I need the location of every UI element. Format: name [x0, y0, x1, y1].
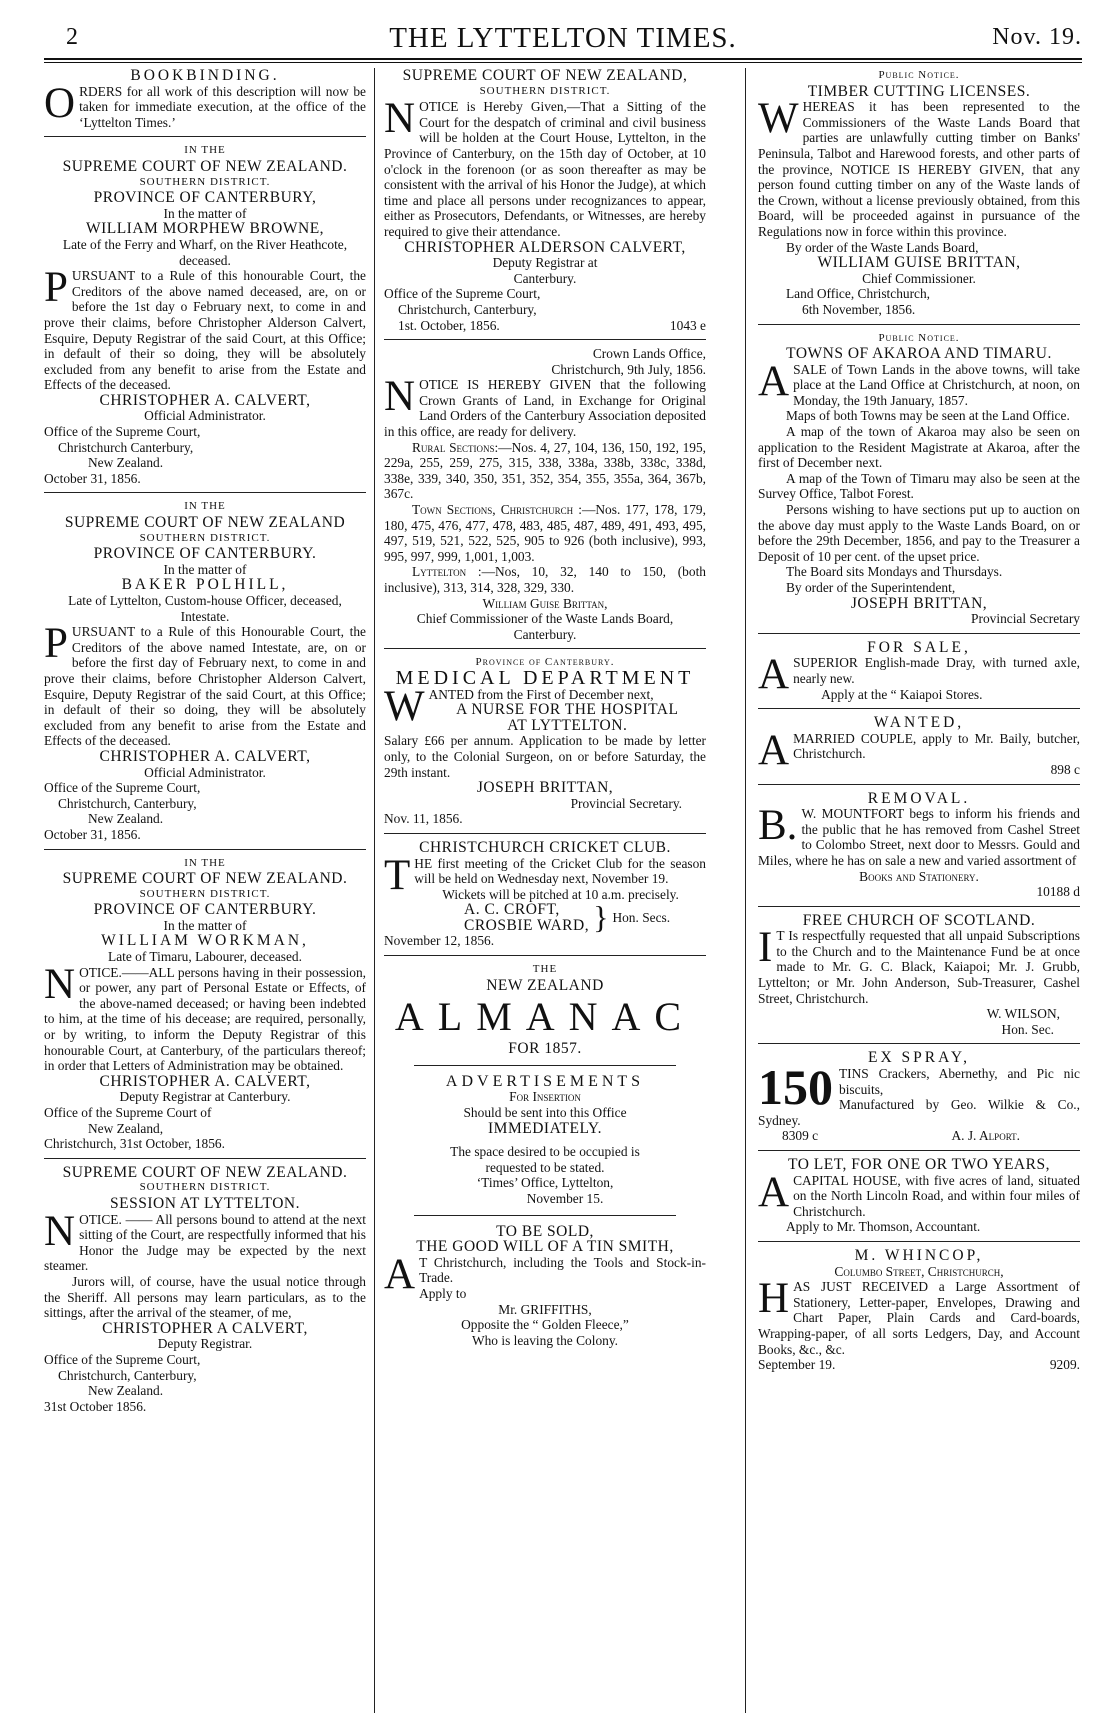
drop-cap: A	[758, 726, 790, 774]
notice-label: Public Notice.	[878, 331, 960, 344]
notice-title: FREE CHURCH OF SCOTLAND.	[802, 911, 1036, 929]
lyttelton-label: Lyttelton :	[412, 564, 482, 580]
signatory-role: Deputy Registrar at	[492, 255, 598, 271]
advert-date: September 19.	[758, 1357, 836, 1373]
almanac-the: THE	[532, 963, 558, 976]
notice-paragraph: A map of the Town of Timaru may also be seen at the Survey Office, Talbot Forest.	[758, 470, 1080, 502]
drop-cap: B.	[758, 802, 798, 850]
notice-label: Public Notice.	[878, 69, 960, 81]
drop-cap: N	[384, 95, 416, 143]
column-divider	[745, 68, 746, 1713]
secretary-name: CROSBIE WARD,	[464, 916, 590, 934]
office-line: Office of the Supreme Court,	[384, 286, 541, 302]
province: PROVINCE OF CANTERBURY.	[93, 545, 317, 563]
in-the: IN THE	[184, 856, 226, 869]
notice-date: 1st. October, 1856.	[398, 317, 500, 333]
drop-cap: P	[44, 620, 68, 668]
page-header	[44, 14, 1082, 58]
advert-goods: Books and Stationery.	[859, 868, 979, 884]
advert-for-sale	[758, 640, 1080, 702]
notice-date: October 31, 1856.	[44, 826, 141, 842]
reference-number: 898 c	[1050, 761, 1080, 777]
notice-paragraph: A map of the town of Akaroa may also be seen on application to the Resident Magistrate at Akaroa, after the first of December next.	[758, 424, 1080, 471]
drop-cap: W	[758, 95, 799, 143]
in-the: IN THE	[184, 500, 226, 513]
quantity-number: 150	[758, 1059, 833, 1116]
advert-to-let	[758, 1157, 1080, 1235]
office-line: New Zealand.	[88, 811, 164, 827]
column-2	[384, 68, 706, 1352]
advert-medical-department	[384, 655, 706, 827]
column-divider	[374, 68, 375, 1713]
district: SOUTHERN DISTRICT.	[479, 84, 611, 97]
advert-title: M. WHINCOP,	[854, 1246, 984, 1264]
signatory-role: Official Administrator.	[144, 764, 266, 780]
town-label: Town Sections, Christchurch :	[412, 502, 582, 518]
reference-number: 9209.	[1049, 1357, 1080, 1373]
signatory-role: Deputy Registrar at Canterbury.	[119, 1089, 291, 1105]
notice-body: OTICE is Hereby Given,—That a Sitting of the Court for the despatch of criminal and civil business will be holden at the Court House, Lyttelton, in the Province of Canterbury, on the 15th day of October, at 10 o'clock in the forenoon (or as soon thereafter as may be consistent with the arrival of his Honor the Judge), at which time and place all persons under recognizances to appear, either as Prosecutors, Defendants, or Witnesses, are hereby required to give their attendance.	[384, 99, 706, 239]
advert-whincop	[758, 1248, 1080, 1373]
office-line: Office of the Supreme Court,	[44, 1351, 201, 1367]
court-name: SUPREME COURT OF NEW ZEALAND.	[62, 870, 348, 888]
signature: A. J. Alport.	[951, 1128, 1020, 1144]
divider	[414, 1065, 676, 1066]
court-name: SUPREME COURT OF NEW ZEALAND	[64, 514, 346, 532]
matter: In the matter of	[163, 917, 247, 933]
advert-title: TO LET, FOR ONE OR TWO YEARS,	[788, 1156, 1050, 1173]
contact-address: Opposite the “ Golden Fleece,”	[461, 1317, 629, 1333]
district: SOUTHERN DISTRICT.	[139, 1181, 271, 1194]
signature: CHRISTOPHER A. CALVERT,	[99, 747, 311, 765]
advert-title: MEDICAL DEPARTMENT	[395, 666, 695, 689]
town-sections: —Nos. 177, 178, 179, 180, 475, 476, 477, 478, 483, 485, 487, 489, 491, 493, 495, 497, 519, 521, 522, 525, 905 to 926 (both inclusive), 993, 995, 997, 999, 1,001, 1,003.	[384, 502, 706, 564]
notice-towns-sale	[758, 331, 1080, 627]
notice-body-2: Jurors will, of course, have the usual notice through the Sheriff. All persons may learn particulars, as to the sittings, after the arrival of the steamer, of me,	[44, 1273, 366, 1321]
office-line: Land Office, Christchurch,	[786, 286, 931, 302]
divider	[384, 955, 706, 956]
notice-body: URSUANT to a Rule of this honourable Court, the Creditors of the above named deceased, are, on or before the 1st day o February next, to come in and prove their claims, before Christopher Alderson Calvert, Esquire, Deputy Registrar of the said Court, at this Office; in default of their so doing, they will be absolutely excluded from any benefit to arise from the Estate and Effects of the deceased.	[44, 268, 366, 393]
position-line: A NURSE FOR THE HOSPITAL	[456, 701, 679, 719]
advert-body: AS JUST RECEIVED a Large Assortment of Stationery, Letter-paper, Envelopes, Drawing and Chart Paper, Plain Cards and Card-boards, Wrapping-paper, of all sorts Ledgers, Day, and Account Books, &c., &c.	[758, 1279, 1080, 1357]
for-insertion: For Insertion	[509, 1089, 581, 1105]
divider	[384, 339, 706, 340]
advert-body-2: Wickets will be pitched at 10 a.m. precisely.	[442, 886, 679, 902]
divider	[414, 1215, 676, 1216]
notice-body: HEREAS it has been represented to the Commissioners of the Waste Lands Board that parties are unlawfully cutting timber on Banks' Peninsula, Talbot and Harewood forests, and other parts of the province, NOTICE IS HEREBY GIVEN, that any person found cutting timber on any of the Waste lands of the Crown, without a license previously obtained, from this Board, will be proceeded against in pursuance of the Regulations now in force within this province.	[758, 99, 1080, 239]
drop-cap: N	[44, 960, 76, 1008]
province: PROVINCE OF CANTERBURY.	[93, 901, 317, 919]
signature: CHRISTOPHER A. CALVERT,	[99, 1072, 311, 1090]
signature: JOSEPH BRITTAN,	[476, 779, 614, 797]
drop-cap: N	[44, 1207, 76, 1255]
notice-paragraph: Maps of both Towns may be seen at the Land Office.	[786, 408, 1070, 424]
advert-title: ADVERTISEMENTS	[445, 1072, 645, 1090]
advert-title: TO BE SOLD,	[496, 1222, 594, 1240]
divider	[758, 708, 1080, 709]
advert-title: REMOVAL.	[867, 789, 971, 807]
drop-cap: N	[384, 373, 416, 421]
signature: JOSEPH BRITTAN,	[850, 594, 988, 612]
advert-subtitle: Columbo Street, Christchurch,	[834, 1263, 1004, 1279]
office-line: ‘Times’ Office, Lyttelton,	[476, 1175, 614, 1191]
apply-to: Apply to Mr. Thomson, Accountant.	[786, 1219, 981, 1235]
advert-cricket-club	[384, 840, 706, 949]
reference-number: 1043 e	[669, 317, 706, 333]
signature: WILLIAM GUISE BRITTAN,	[817, 254, 1021, 272]
advert-body: CAPITAL HOUSE, with five acres of land, situated on the North Lincoln Road, and within four miles of Christchurch.	[793, 1172, 1080, 1219]
signatory-role: Canterbury.	[513, 270, 577, 286]
advert-emphasis: IMMEDIATELY.	[488, 1119, 602, 1137]
notice-title: TOWNS OF AKAROA AND TIMARU.	[786, 345, 1052, 363]
signature: W. WILSON,	[986, 1006, 1060, 1022]
drop-cap: A	[758, 1168, 790, 1216]
advert-title: BOOKBINDING.	[130, 67, 280, 84]
divider	[758, 906, 1080, 907]
signature: William Guise Brittan,	[482, 595, 608, 611]
deceased-name: BAKER POLHILL,	[121, 576, 289, 594]
notice-session-lyttelton	[44, 1165, 366, 1415]
advert-bookbinding	[44, 68, 366, 130]
signatory-role: Hon. Sec.	[1001, 1021, 1054, 1037]
district: SOUTHERN DISTRICT.	[139, 175, 271, 188]
apply-to: Apply to	[419, 1285, 467, 1301]
court-name: SUPREME COURT OF NEW ZEALAND,	[402, 67, 688, 84]
office-line: Christchurch, Canterbury,	[58, 1367, 197, 1383]
signature: CHRISTOPHER ALDERSON CALVERT,	[404, 238, 686, 256]
late-of: Late of Timaru, Labourer, deceased.	[108, 949, 302, 965]
advert-subtitle: THE GOOD WILL OF A TIN SMITH,	[416, 1238, 674, 1256]
advert-body: MARRIED COUPLE, apply to Mr. Baily, butcher, Christchurch.	[793, 730, 1080, 762]
drop-cap: P	[44, 264, 68, 312]
office-line: Christchurch, 31st October, 1856.	[44, 1136, 225, 1152]
office-line: Office of the Supreme Court,	[44, 424, 201, 440]
by-order: By order of the Superintendent,	[786, 580, 956, 595]
notice-free-church	[758, 913, 1080, 1038]
contact-name: Mr. GRIFFITHS,	[498, 1301, 592, 1317]
rural-label: Rural Sections:	[412, 439, 499, 455]
almanac-year: FOR 1857.	[508, 1040, 582, 1058]
column-3	[758, 68, 1080, 1377]
office-line: New Zealand,	[88, 1120, 164, 1136]
page-number: 2	[66, 24, 78, 50]
advert-date: November 15.	[526, 1191, 604, 1206]
matter: In the matter of	[163, 561, 247, 577]
deceased-name: WILLIAM WORKMAN,	[101, 932, 309, 950]
office-line: Christchurch Canterbury,	[58, 439, 194, 455]
signatory-role: Deputy Registrar.	[157, 1336, 253, 1352]
drop-cap: T	[384, 851, 411, 899]
notice-timber-licenses	[758, 68, 1080, 318]
drop-cap: H	[758, 1275, 790, 1323]
office-line: Crown Lands Office,	[592, 346, 706, 362]
divider	[44, 849, 366, 850]
advert-advertisements	[384, 1074, 706, 1207]
advert-body: ANTED from the First of December next,	[428, 686, 654, 702]
column-1	[44, 68, 366, 1418]
divider	[758, 784, 1080, 785]
advert-date: Nov. 11, 1856.	[384, 811, 463, 827]
advert-body: SUPERIOR English-made Dray, with turned axle, nearly new.	[793, 655, 1080, 686]
district: SOUTHERN DISTRICT.	[139, 887, 271, 900]
signatory-role: Provincial Secretary.	[570, 795, 682, 811]
almanac-subtitle: NEW ZEALAND	[486, 976, 604, 994]
drop-cap: O	[44, 79, 76, 127]
secretary-name: A. C. CROFT,	[464, 901, 560, 919]
advert-removal	[758, 791, 1080, 900]
district: SOUTHERN DISTRICT.	[139, 531, 271, 544]
office-line: New Zealand.	[88, 1383, 164, 1399]
office-line: Christchurch, Canterbury,	[398, 301, 537, 317]
notice-body: URSUANT to a Rule of this Honourable Court, the Creditors of the above named Intestate, are, on or before the first day of February next, to come in and prove their claims, before Christopher Alderson Calvert, Esquire, Deputy Registrar of the said Court, at this Office; in default of their so doing, they will be absolutely excluded from any benefit to arise from the Estate and Effects of the deceased.	[44, 624, 366, 749]
divider	[44, 492, 366, 493]
divider	[758, 324, 1080, 325]
rural-sections: —Nos. 4, 27, 104, 136, 150, 192, 195, 229a, 255, 259, 275, 315, 338, 338a, 338b, 338c, 338d, 338e, 339, 340, 350, 351, 352, 354, 355, 355a, 364, 367b, 367c.	[384, 439, 706, 502]
notice-paragraph: Persons wishing to have sections put up to auction on the above day must apply to the Waste Lands Board, on or before the 29th December, 1856, and pay to the Treasurer a Deposit of 10 per cent. of the upset price.	[758, 502, 1080, 564]
notice-baker-polhill	[44, 499, 366, 842]
matter: In the matter of	[163, 205, 247, 221]
notice-date: 31st October 1856.	[44, 1398, 147, 1414]
office-line: Office of the Supreme Court,	[44, 780, 201, 796]
drop-cap: W	[384, 682, 425, 730]
header-rule	[44, 58, 1082, 60]
notice-body: T Is respectfully requested that all unpaid Subscriptions to the Church and to the Maintenance Fund be at once made to Mr. G. C. Black, Kaiapoi; Mr. J. Grubb, Lyttelton; or Mr. John Anderson, Sub-Treasurer, Cashel Street, Christchurch.	[758, 928, 1080, 1006]
signatory-role: Chief Commissioner of the Waste Lands Board, Canterbury.	[416, 611, 674, 642]
court-name: SUPREME COURT OF NEW ZEALAND.	[62, 157, 348, 175]
signature: CHRISTOPHER A. CALVERT,	[99, 391, 311, 409]
notice-date: Christchurch, 9th July, 1856.	[551, 361, 706, 377]
late-of: Late of the Ferry and Wharf, on the River Heathcote, deceased.	[62, 236, 348, 268]
advert-date: November 12, 1856.	[384, 933, 495, 949]
advert-body: HE first meeting of the Cricket Club for the season will be held on Wednesday next, November 19.	[414, 855, 706, 887]
advert-title: FOR SALE,	[867, 638, 971, 656]
drop-cap: I	[758, 924, 773, 972]
notice-title: TIMBER CUTTING LICENSES.	[807, 82, 1031, 100]
almanac-title: ALMANAC	[394, 994, 696, 1040]
advert-title: WANTED,	[873, 714, 965, 732]
office-line: New Zealand.	[88, 455, 164, 471]
late-of: Late of Lyttelton, Custom-house Officer, deceased, Intestate.	[68, 593, 342, 624]
by-order: By order of the Waste Lands Board,	[786, 239, 979, 255]
notice-body: OTICE. —— All persons bound to attend at the next sitting of the Court, are respectfully informed that his Honor the Judge may be expected by the next steamer.	[44, 1211, 366, 1274]
deceased-name: WILLIAM MORPHEW BROWNE,	[85, 220, 325, 238]
divider	[44, 1158, 366, 1159]
advert-body: W. MOUNTFORT begs to inform his friends and the public that he has removed from Cashel Street to Colombo Street, next door to Messrs. Gould and Miles, where he has on sale a new and varied assortment of	[758, 806, 1080, 868]
divider	[384, 648, 706, 649]
notice-morphew-browne	[44, 143, 366, 486]
advert-body: Should be sent into this Office	[463, 1105, 627, 1121]
advert-ex-spray	[758, 1050, 1080, 1144]
divider	[44, 136, 366, 137]
advert-almanac	[384, 962, 706, 1057]
in-the: IN THE	[184, 144, 226, 157]
divider	[758, 1241, 1080, 1242]
advert-body: T Christchurch, including the Tools and Stock-in-Trade.	[419, 1254, 706, 1286]
signatory-role: Official Administrator.	[144, 408, 266, 424]
lyttelton-sections: —Nos, 10, 32, 140 to 150, (both inclusive), 313, 314, 328, 329, 330.	[384, 564, 706, 595]
notice-body: SALE of Town Lands in the above towns, will take place at the Land Office at Christchurch, at noon, on Monday, the 19th January, 1857.	[793, 361, 1080, 408]
advert-body: RDERS for all work of this description will now be taken for immediate execution, at the office of the ‘Lyttelton Times.’	[79, 83, 366, 130]
notice-body: OTICE.——ALL persons having in their possession, or power, any part of Personal Estate or Effects, of the above-named deceased; or having been indebted to him, at the time of his decease; are required, personally, or by writing, to inform the Deputy Registrar of this honourable Court, at Canterbury, of the particulars thereof; in order that Letters of Administration may be obtained.	[44, 964, 366, 1074]
notice-william-workman	[44, 856, 366, 1152]
advert-wanted	[758, 715, 1080, 777]
notice-paragraph: The Board sits Mondays and Thursdays.	[786, 564, 1003, 580]
province: PROVINCE OF CANTERBURY,	[93, 189, 317, 207]
reference-number: 10188 d	[1036, 884, 1080, 900]
divider	[758, 1043, 1080, 1044]
contact-note: Who is leaving the Colony.	[471, 1332, 619, 1348]
position-line: AT LYTTELTON.	[507, 716, 628, 734]
masthead: THE LYTTELTON TIMES.	[389, 22, 737, 54]
office-line: Christchurch, Canterbury,	[58, 795, 197, 811]
notice-date: October 31, 1856.	[44, 470, 141, 486]
secretary-role: Hon. Secs.	[612, 910, 671, 926]
signatory-role: Chief Commissioner.	[862, 270, 976, 286]
advert-body-2: Manufactured by Geo. Wilkie & Co., Sydney.	[758, 1097, 1080, 1128]
advert-body-2: The space desired to be occupied is requested to be stated.	[450, 1144, 640, 1175]
signature: CHRISTOPHER A CALVERT,	[102, 1319, 308, 1337]
session-title: SESSION AT LYTTELTON.	[110, 1194, 300, 1212]
drop-cap: A	[758, 651, 790, 699]
drop-cap: A	[384, 1250, 416, 1298]
notice-date: 6th November, 1856.	[802, 301, 916, 317]
divider	[384, 833, 706, 834]
signatory-role: Provincial Secretary	[971, 611, 1080, 627]
notice-body: OTICE IS HEREBY GIVEN that the following Crown Grants of Land, in Exchange for Original Land Orders of the Canterbury Association deposited in this office, are ready for delivery.	[384, 377, 706, 440]
advert-tin-smith	[384, 1224, 706, 1349]
advert-title: EX SPRAY,	[868, 1049, 970, 1067]
advert-body-2: Salary £66 per annum. Application to be made by letter only, to the Colonial Surgeon, on or before Saturday, the 29th instant.	[384, 733, 706, 780]
province: Province of Canterbury.	[475, 656, 615, 669]
header-rule-thin	[44, 62, 1082, 63]
office-line: Office of the Supreme Court of	[44, 1105, 212, 1120]
advert-body: TINS Crackers, Abernethy, and Pic nic biscuits,	[839, 1066, 1080, 1097]
issue-date: Nov. 19.	[992, 24, 1082, 50]
advert-title: CHRISTCHURCH CRICKET CLUB.	[419, 838, 671, 856]
notice-supreme-court-sitting	[384, 68, 706, 333]
divider	[758, 1150, 1080, 1151]
brace-glyph: }	[593, 899, 609, 936]
drop-cap: A	[758, 357, 790, 405]
apply-to: Apply at the “ Kaiapoi Stores.	[821, 686, 983, 702]
court-name: SUPREME COURT OF NEW ZEALAND.	[62, 1163, 348, 1181]
reference-number: 8309 c	[782, 1128, 819, 1144]
notice-crown-lands	[384, 346, 706, 642]
divider	[758, 633, 1080, 634]
